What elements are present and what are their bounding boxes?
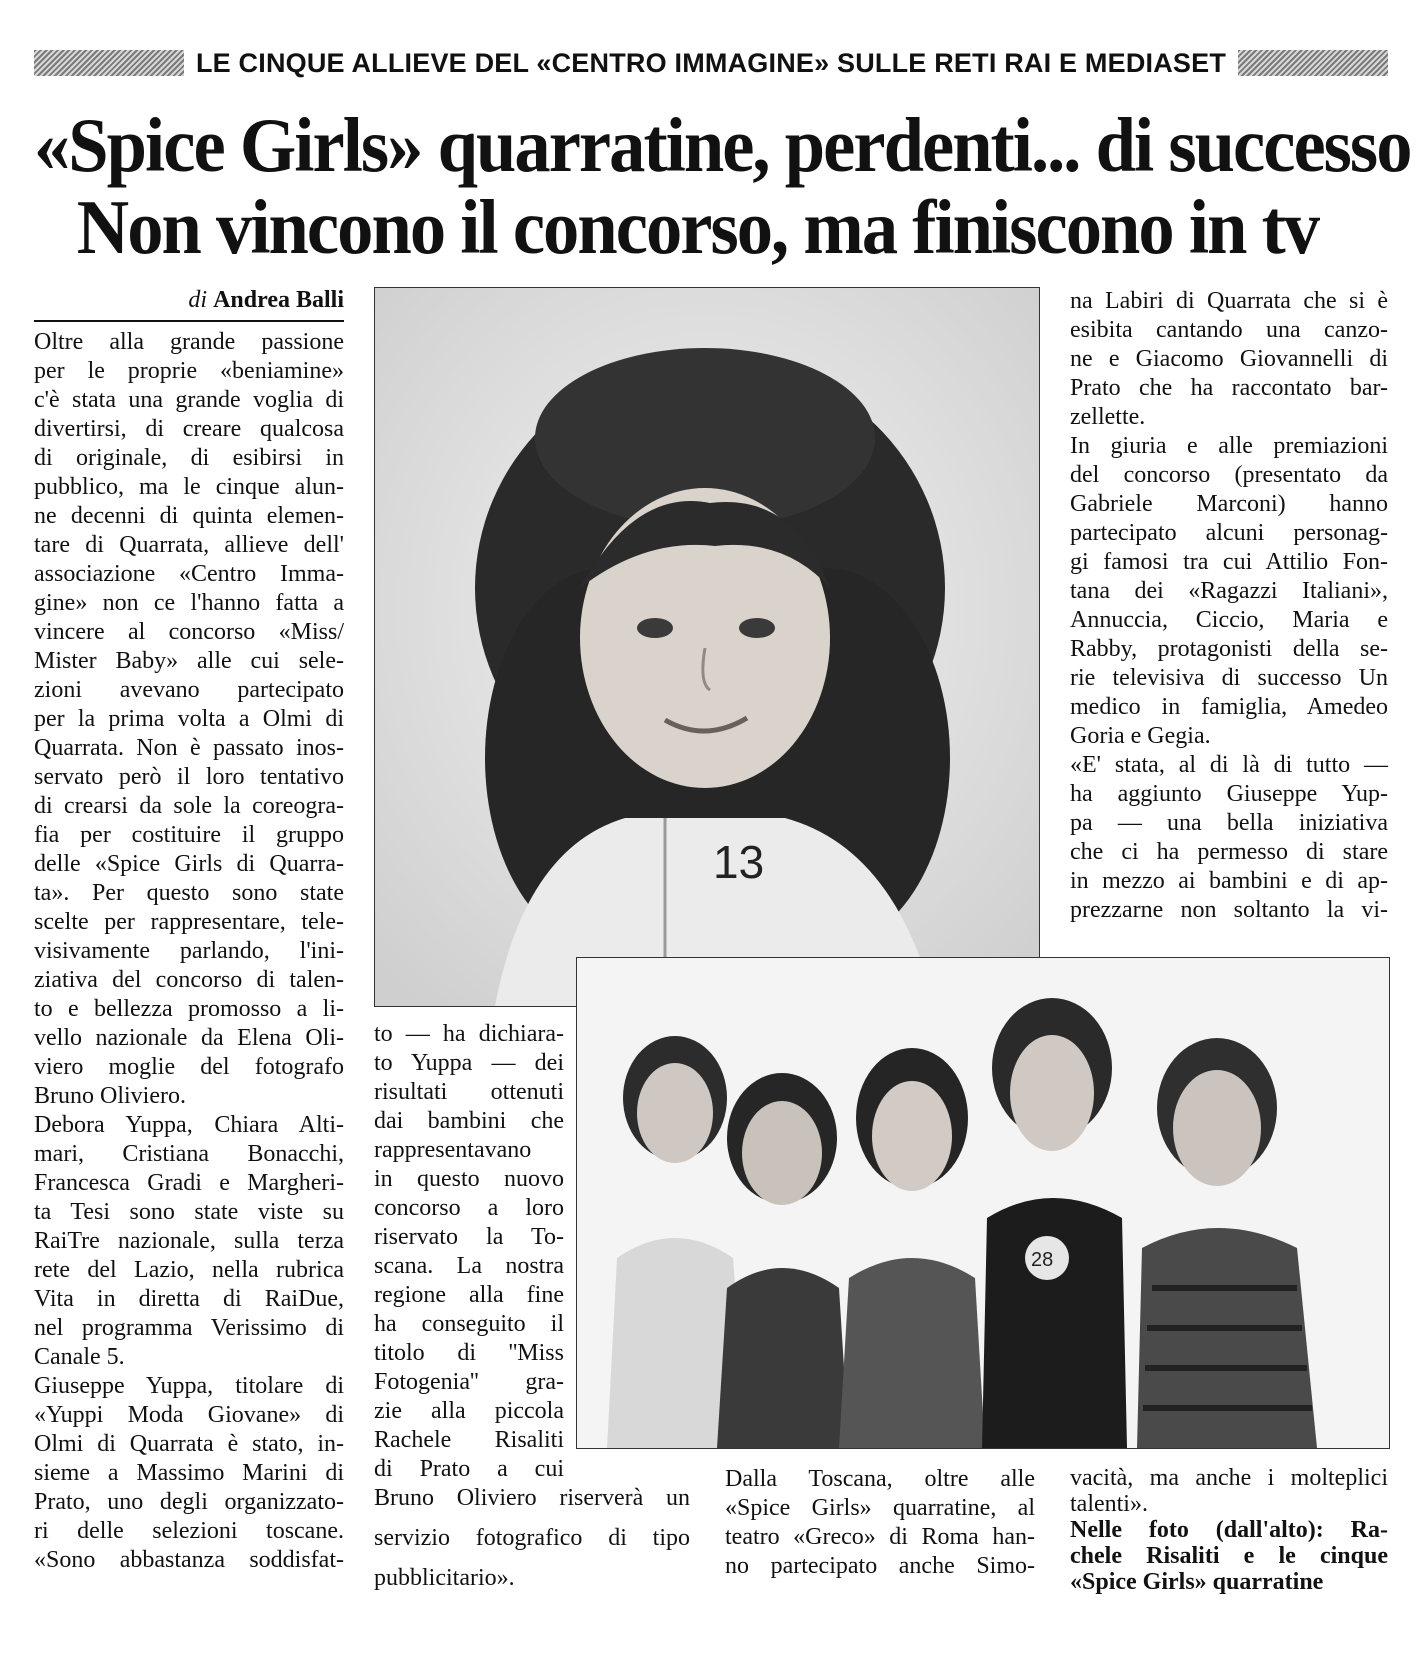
photo-caption-line: Nelle foto (dall'alto): Ra- xyxy=(1070,1517,1388,1543)
kicker-hatch-right xyxy=(1238,50,1388,76)
text-line: Rachele Risaliti xyxy=(374,1427,564,1453)
text-line: in questo nuovo xyxy=(374,1166,564,1192)
text-line: sieme a Massimo Marini di xyxy=(34,1460,344,1486)
text-line: ha aggiunto Giuseppe Yup- xyxy=(1070,781,1388,807)
text-line: Dalla Toscana, oltre alle xyxy=(725,1466,1035,1492)
text-line: teatro «Greco» di Roma han- xyxy=(725,1524,1035,1550)
text-line: c'è stata una grande voglia di xyxy=(34,387,344,413)
text-line: Bruno Oliviero. xyxy=(34,1083,186,1109)
text-line: che ci ha permesso di stare xyxy=(1070,839,1388,865)
article-column-1 xyxy=(34,328,344,1575)
text-line: di crearsi da sole la coreogra- xyxy=(34,793,344,819)
text-line: tana dei «Ragazzi Italiani», xyxy=(1070,578,1388,604)
text-line: zioni avevano partecipato xyxy=(34,677,344,703)
text-line: Bruno Oliviero riserverà un xyxy=(374,1485,690,1511)
text-line: Fotogenia'' gra- xyxy=(374,1369,564,1395)
text-line: Mister Baby» alle cui sele- xyxy=(34,648,344,674)
text-line: rappresentavano xyxy=(374,1137,532,1163)
text-line: associazione «Centro Imma- xyxy=(34,561,344,587)
text-line: «Yuppi Moda Giovane» di xyxy=(34,1402,344,1428)
text-line: RaiTre nazionale, sulla terza xyxy=(34,1228,344,1254)
text-line: Annuccia, Ciccio, Maria e xyxy=(1070,607,1388,633)
text-line: prezzarne non soltanto la vi- xyxy=(1070,897,1388,923)
text-line: dai bambini che xyxy=(374,1108,564,1134)
text-line: zie alla piccola xyxy=(374,1398,564,1424)
text-line: ne e Giacomo Giovannelli di xyxy=(1070,346,1388,372)
article-column-2-bottom xyxy=(374,1478,690,1598)
text-line: per le proprie «beniamine» xyxy=(34,358,344,384)
text-line: vincere al concorso «Miss/ xyxy=(34,619,344,645)
text-line: di Prato a cui xyxy=(374,1456,564,1482)
text-line: delle «Spice Girls di Quarra- xyxy=(34,851,344,877)
text-line: tare di Quarrata, allieve dell' xyxy=(34,532,344,558)
photo-portrait-image xyxy=(375,288,1039,1006)
text-line: partecipato alcuni personag- xyxy=(1070,520,1388,546)
photo-caption-line: «Spice Girls» quarratine xyxy=(1070,1569,1324,1595)
headline-line-2: Non vincono il concorso, ma finiscono in tv xyxy=(76,184,1319,272)
text-line: titolo di ''Miss xyxy=(374,1340,564,1366)
photo-caption-line: chele Risaliti e le cinque xyxy=(1070,1543,1388,1569)
text-line: Prato che ha raccontato bar- xyxy=(1070,375,1388,401)
photo-group xyxy=(576,957,1390,1449)
text-line: talenti». xyxy=(1070,1491,1148,1517)
text-line: In giuria e alle premiazioni xyxy=(1070,433,1388,459)
text-line: pubblicitario». xyxy=(374,1565,515,1591)
text-line: Canale 5. xyxy=(34,1344,125,1370)
text-line: divertirsi, di creare qualcosa xyxy=(34,416,344,442)
text-line: esibita cantando una canzo- xyxy=(1070,317,1388,343)
text-line: Vita in diretta di RaiDue, xyxy=(34,1286,344,1312)
text-line: zellette. xyxy=(1070,404,1146,430)
text-line: ri delle selezioni toscane. xyxy=(34,1518,344,1544)
text-line: vello nazionale da Elena Oli- xyxy=(34,1025,344,1051)
text-line: di originale, di esibirsi in xyxy=(34,445,344,471)
byline-author: Andrea Balli xyxy=(213,287,344,313)
text-line: Oltre alla grande passione xyxy=(34,329,344,355)
text-line: regione alla fine xyxy=(374,1282,564,1308)
text-line: «Spice Girls» quarratine, al xyxy=(725,1495,1035,1521)
text-line: Francesca Gradi e Margheri- xyxy=(34,1170,344,1196)
kicker-text: LE CINQUE ALLIEVE DEL «CENTRO IMMAGINE» SULLE RETI RAI E MEDIASET xyxy=(195,47,1227,78)
text-line: «Sono abbastanza soddisfat- xyxy=(34,1547,344,1573)
text-line: «E' stata, al di là di tutto — xyxy=(1070,752,1388,778)
photo-portrait-badge: 13 xyxy=(713,836,765,888)
article-column-3-top xyxy=(1070,287,1388,925)
text-line: na Labiri di Quarrata che si è xyxy=(1070,288,1388,314)
text-line: medico in famiglia, Amedeo xyxy=(1070,694,1388,720)
kicker-bar xyxy=(34,46,1388,80)
text-line: fia per costituire il gruppo xyxy=(34,822,344,848)
photo-group-image xyxy=(577,958,1389,1448)
text-line: no partecipato anche Simo- xyxy=(725,1553,1035,1579)
text-line: ziativa del concorso di talen- xyxy=(34,967,344,993)
text-line: ne decenni di quinta elemen- xyxy=(34,503,344,529)
text-line: servizio fotografico di tipo xyxy=(374,1525,690,1551)
text-line: pa — una bella iniziativa xyxy=(1070,810,1388,836)
text-line: visivamente parlando, l'ini- xyxy=(34,938,344,964)
text-line: Rabby, protagonisti della se- xyxy=(1070,636,1388,662)
byline-prefix: di xyxy=(188,287,208,313)
headline-line-1: «Spice Girls» quarratine, perdenti... di successo xyxy=(34,102,1411,190)
text-line: Prato, uno degli organizzato- xyxy=(34,1489,344,1515)
text-line: del concorso (presentato da xyxy=(1070,462,1388,488)
text-line: servato però il loro tentativo xyxy=(34,764,344,790)
text-line: gine» non ce l'hanno fatta a xyxy=(34,590,344,616)
text-line: Debora Yuppa, Chiara Alti- xyxy=(34,1112,344,1138)
text-line: scelte per rappresentare, tele- xyxy=(34,909,344,935)
text-line: concorso a loro xyxy=(374,1195,564,1221)
text-line: Giuseppe Yuppa, titolare di xyxy=(34,1373,344,1399)
text-line: pubblico, ma le cinque alun- xyxy=(34,474,344,500)
text-line: ha conseguito il xyxy=(374,1311,564,1337)
text-line: ta». Per questo sono state xyxy=(34,880,344,906)
article-column-3-bottom xyxy=(725,1465,1035,1581)
text-line: in mezzo ai bambini e di ap- xyxy=(1070,868,1388,894)
article-column-2 xyxy=(374,1020,564,1484)
text-line: risultati ottenuti xyxy=(374,1079,564,1105)
article-column-4-bottom xyxy=(1070,1465,1388,1595)
text-line: Goria e Gegia. xyxy=(1070,723,1211,749)
text-line: Gabriele Marconi) hanno xyxy=(1070,491,1388,517)
text-line: mari, Cristiana Bonacchi, xyxy=(34,1141,344,1167)
text-line: riservato la To- xyxy=(374,1224,564,1250)
photo-group-badge: 28 xyxy=(1031,1249,1054,1271)
text-line: rete del Lazio, nella rubrica xyxy=(34,1257,344,1283)
text-line: ta Tesi sono state viste su xyxy=(34,1199,344,1225)
text-line: to e bellezza promosso a li- xyxy=(34,996,344,1022)
text-line: rie televisiva di successo Un xyxy=(1070,665,1388,691)
kicker-hatch-left xyxy=(34,50,184,76)
photo-portrait xyxy=(374,287,1040,1007)
text-line: to Yuppa — dei xyxy=(374,1050,564,1076)
text-line: scana. La nostra xyxy=(374,1253,564,1279)
byline xyxy=(34,287,344,322)
text-line: gi famosi tra cui Attilio Fon- xyxy=(1070,549,1388,575)
text-line: per la prima volta a Olmi di xyxy=(34,706,344,732)
text-line: Olmi di Quarrata è stato, in- xyxy=(34,1431,344,1457)
text-line: viero moglie del fotografo xyxy=(34,1054,344,1080)
text-line: Quarrata. Non è passato inos- xyxy=(34,735,344,761)
text-line: nel programma Verissimo di xyxy=(34,1315,344,1341)
text-line: vacità, ma anche i molteplici xyxy=(1070,1465,1388,1491)
text-line: to — ha dichiara- xyxy=(374,1021,564,1047)
